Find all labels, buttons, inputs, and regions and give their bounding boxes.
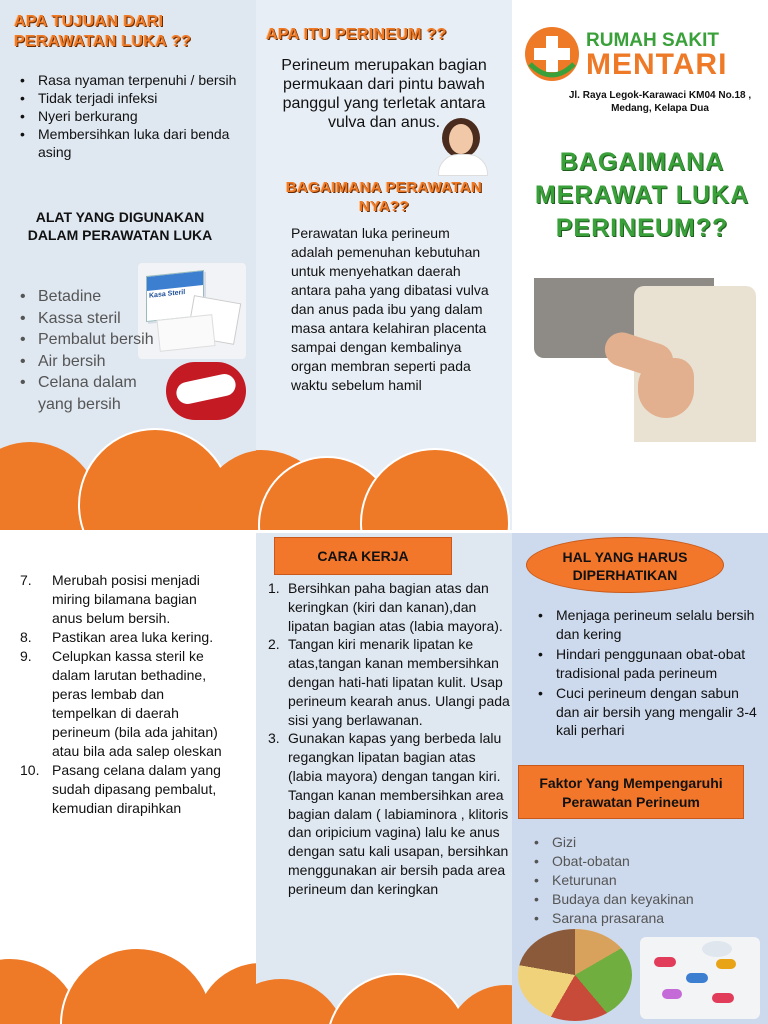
- step-number: 1.: [268, 580, 280, 596]
- panel-cara-kerja: [256, 533, 512, 1024]
- panel-tujuan: [0, 0, 256, 530]
- attention-list: [532, 606, 758, 740]
- step-item: [20, 647, 228, 761]
- steps-list-continued: [20, 571, 228, 818]
- factor-item: • Keturunan: [528, 871, 758, 890]
- perhatian-title: HAL YANG HARUS DIPERHATIKAN: [526, 537, 724, 593]
- logo-line1: RUMAH SAKIT: [586, 30, 719, 51]
- pembalut-image: [166, 362, 246, 420]
- tool-item: • Kassa steril: [14, 308, 174, 330]
- hospital-address: Jl. Raya Legok-Karawaci KM04 No.18 , Medang, Kelapa Dua: [568, 90, 752, 114]
- step-number: 8.: [20, 629, 32, 645]
- medicine-pills-image: [640, 937, 760, 1019]
- cara-kerja-title: CARA KERJA: [274, 537, 452, 575]
- step-text: Pastikan area luka kering.: [52, 629, 214, 645]
- logo-line2: MENTARI: [586, 48, 728, 81]
- decor-circle: [360, 448, 510, 530]
- kasa-box-label: Kasa Steril: [149, 288, 186, 300]
- attention-item: • Cuci perineum dengan sabun dan air bersih yang mengalir 3-4 kali perhari: [532, 684, 758, 740]
- tool-item: • Celana dalam yang bersih: [14, 372, 174, 415]
- step-number: 9.: [20, 648, 32, 664]
- woman-thinking-image: [436, 118, 488, 174]
- cara-kerja-steps: [268, 579, 510, 899]
- panel-steps-continued: [0, 533, 256, 1024]
- faktor-title: Faktor Yang Mempengaruhi Perawatan Perineum: [518, 765, 744, 819]
- attention-item: • Hindari penggunaan obat-obat tradisional pada perineum: [532, 645, 758, 682]
- step-item: [20, 628, 228, 647]
- panel-perhatian: [512, 533, 768, 1024]
- factor-item: • Gizi: [528, 833, 758, 852]
- tujuan-title: APA TUJUAN DARI PERAWATAN LUKA ??: [14, 13, 192, 50]
- step-number: 7.: [20, 572, 32, 588]
- hospital-logo: [522, 24, 762, 84]
- step-text: Merubah posisi menjadi miring bilamana bagian anus belum bersih.: [52, 572, 200, 626]
- step-number: 3.: [268, 730, 280, 747]
- perawatan-text: Perawatan luka perineum adalah pemenuhan kebutuhan untuk menyehatkan daerah antara paha yang dibatasi vulva dan anus pada ibu yang dalam masa antara kelahiran placenta sampai dengan kembalinya organ membran seperti pada waktu sebelum hamil: [291, 225, 489, 393]
- factor-item: • Budaya dan keyakinan: [528, 890, 758, 909]
- perawatan-title: BAGAIMANA PERAWATAN NYA??: [285, 179, 483, 215]
- decor-circle: [326, 973, 470, 1024]
- hospital-cross-icon: [522, 24, 582, 84]
- goal-item: • Rasa nyaman terpenuhi / bersih: [14, 71, 244, 89]
- woman-pain-image: [534, 278, 756, 442]
- goal-item: • Membersihkan luka dari benda asing: [14, 125, 244, 161]
- step-text: Pasang celana dalam yang sudah dipasang pembalut, kemudian dirapihkan: [52, 762, 221, 816]
- factor-item: • Sarana prasarana: [528, 909, 758, 928]
- step-item: [20, 571, 228, 628]
- step-number: 10.: [20, 762, 40, 778]
- decor-circle: [196, 963, 256, 1024]
- tool-item: • Betadine: [14, 286, 174, 308]
- tool-item: • Pembalut bersih: [14, 329, 174, 351]
- factors-list: [528, 833, 758, 928]
- step-item: [268, 579, 510, 635]
- decor-circle: [60, 947, 214, 1024]
- factor-item: • Obat-obatan: [528, 852, 758, 871]
- step-number: 2.: [268, 636, 280, 653]
- goal-item: • Nyeri berkurang: [14, 107, 244, 125]
- step-item: [268, 635, 510, 729]
- perineum-definition: Perineum merupakan bagian permukaan dari pintu bawah panggul yang terletak antara vulva dan anus.: [281, 57, 487, 131]
- tool-item: • Air bersih: [14, 351, 174, 373]
- perineum-title: APA ITU PERINEUM ??: [266, 26, 447, 43]
- goal-item: • Tidak terjadi infeksi: [14, 89, 244, 107]
- cover-headline: BAGAIMANA MERAWAT LUKA PERINEUM??: [534, 148, 750, 242]
- tools-title: ALAT YANG DIGUNAKAN DALAM PERAWATAN LUKA: [27, 209, 213, 243]
- goals-list: [14, 71, 244, 161]
- step-text: Celupkan kassa steril ke dalam larutan bethadine, peras lembab dan tempelkan di daerah perineum (bila ada jahitan) atau bila ada salep oleskan: [52, 648, 222, 759]
- panel-cover: [512, 0, 768, 530]
- step-item: [268, 729, 510, 898]
- step-item: [20, 761, 228, 818]
- step-text: Bersihkan paha bagian atas dan keringkan (kiri dan kanan),dan lipatan bagian atas (labia mayora).: [288, 580, 503, 634]
- attention-item: • Menjaga perineum selalu bersih dan kering: [532, 606, 758, 643]
- step-text: Tangan kiri menarik lipatan ke atas,tangan kanan membersihkan dengan hati-hati lipatan kulit. Usap perineum kearah anus. Ulangi pada sisi yang berlawanan.: [288, 636, 510, 728]
- tools-list: [14, 286, 174, 415]
- step-text: Gunakan kapas yang berbeda lalu regangkan lipatan bagian atas (labia mayora) dengan tangan kiri. Tangan kanan membersihkan area bagian dalam ( labiaminora , klitoris dan oripicium vagina) lalu ke anus dengan satu kali usapan, bersihkan menggunakan air bersih pada area perineum dan keringkan: [288, 730, 509, 897]
- food-plate-image: [518, 929, 632, 1021]
- panel-perineum: [256, 0, 512, 530]
